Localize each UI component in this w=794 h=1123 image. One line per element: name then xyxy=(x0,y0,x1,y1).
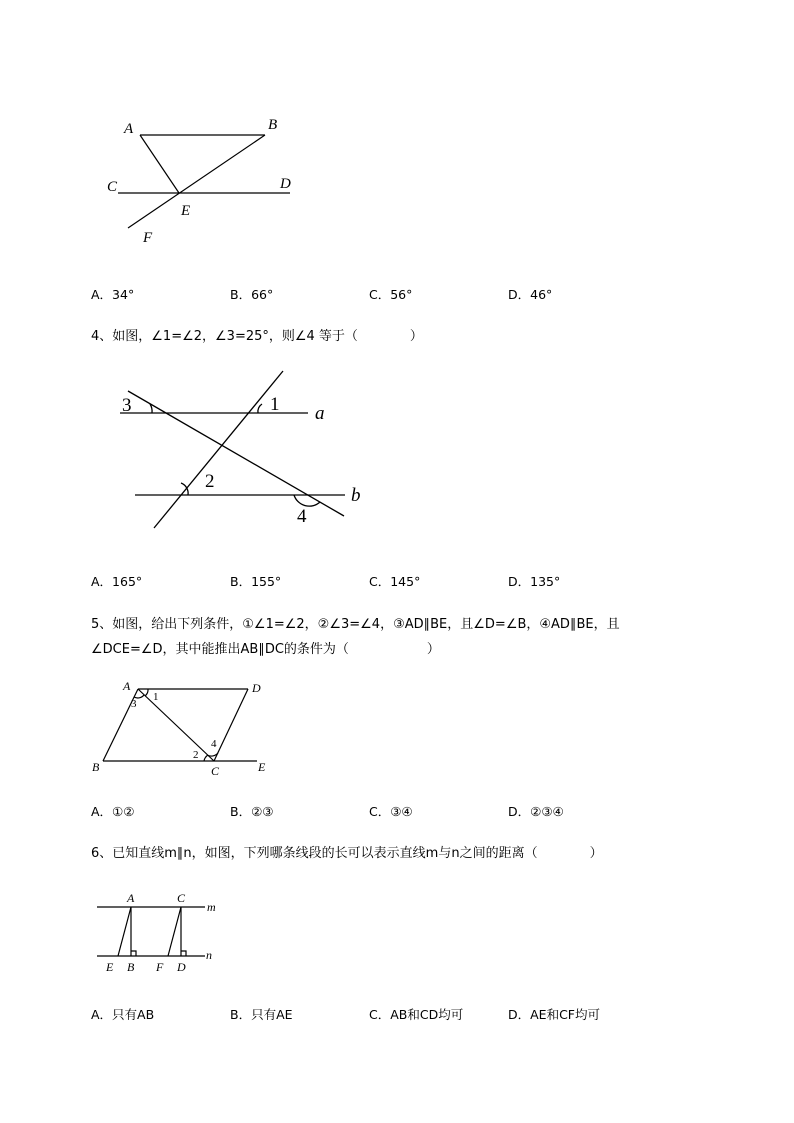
q5-arc-1 xyxy=(145,689,148,696)
q6-right-angle-b xyxy=(131,951,136,956)
q6-option-b[interactable]: B．只有AE xyxy=(230,1007,293,1022)
q5-stem-line1: 5、如图，给出下列条件，①∠1=∠2，②∠3=∠4，③AD∥BE，且∠D=∠B，④AD∥BE，且 xyxy=(91,617,620,632)
q6-figure xyxy=(92,888,232,978)
q5-label-B: B xyxy=(92,760,100,774)
q4-option-d[interactable]: D．135° xyxy=(508,574,561,589)
q6-label-n: n xyxy=(206,948,212,962)
q6-label-B: B xyxy=(127,960,135,974)
q5-label-1: 1 xyxy=(153,691,159,703)
q5-option-a[interactable]: A．①② xyxy=(91,804,135,819)
q5-arc-2 xyxy=(204,755,208,761)
q5-label-A: A xyxy=(123,679,131,693)
q5-label-C: C xyxy=(211,764,220,778)
q3-line-ae xyxy=(140,135,179,193)
q3-label-F: F xyxy=(143,230,153,246)
q6-label-A: A xyxy=(127,891,135,905)
q3-figure xyxy=(100,110,310,250)
q3-option-d[interactable]: D．46° xyxy=(508,287,553,302)
q3-line-bf xyxy=(128,135,265,228)
q6-right-angle-d xyxy=(181,951,186,956)
q5-label-3: 3 xyxy=(131,698,137,710)
q3-label-B: B xyxy=(268,117,278,133)
q6-stem: 6、已知直线m∥n，如图，下列哪条线段的长可以表示直线m与n之间的距离（ ） xyxy=(91,846,603,861)
q4-line-b-label: b xyxy=(351,485,361,506)
q5-stem-line2: ∠DCE=∠D，其中能推出AB∥DC的条件为（ ） xyxy=(91,642,440,657)
q4-label-1: 1 xyxy=(270,394,280,415)
q6-option-a[interactable]: A．只有AB xyxy=(91,1007,155,1022)
q4-option-a[interactable]: A．165° xyxy=(91,574,143,589)
q5-option-b[interactable]: B．②③ xyxy=(230,804,274,819)
q6-label-F: F xyxy=(156,960,164,974)
q6-label-C: C xyxy=(177,891,186,905)
q3-option-b[interactable]: B．66° xyxy=(230,287,274,302)
q6-option-c[interactable]: C．AB和CD均可 xyxy=(369,1007,464,1022)
q4-arc-1 xyxy=(258,404,262,413)
q4-transversal-1 xyxy=(154,371,283,528)
q6-option-d[interactable]: D．AE和CF均可 xyxy=(508,1007,600,1022)
q4-option-b[interactable]: B．155° xyxy=(230,574,282,589)
q5-figure xyxy=(85,676,285,776)
q5-line-ac xyxy=(138,689,214,761)
q4-figure xyxy=(110,365,380,535)
q4-line-a-label: a xyxy=(315,403,325,424)
q5-option-d[interactable]: D．②③④ xyxy=(508,804,564,819)
q4-label-2: 2 xyxy=(205,471,215,492)
q4-label-4: 4 xyxy=(297,506,307,527)
q5-option-c[interactable]: C．③④ xyxy=(369,804,413,819)
q5-label-2: 2 xyxy=(193,749,199,761)
q4-transversal-2 xyxy=(128,391,344,516)
q4-label-3: 3 xyxy=(122,395,132,416)
q5-label-E: E xyxy=(258,760,266,774)
q5-line-dc xyxy=(214,689,248,761)
q3-label-E: E xyxy=(181,203,191,219)
q3-label-C: C xyxy=(107,179,118,195)
q6-label-E: E xyxy=(106,960,114,974)
q3-option-c[interactable]: C．56° xyxy=(369,287,413,302)
q4-stem: 4、如图，∠1=∠2，∠3=25°，则∠4 等于（ ） xyxy=(91,329,423,344)
q3-label-D: D xyxy=(280,176,291,192)
q6-seg-cf xyxy=(168,907,181,956)
q6-label-D: D xyxy=(177,960,186,974)
q5-label-D: D xyxy=(252,681,261,695)
q6-label-m: m xyxy=(207,900,216,914)
q6-seg-ae xyxy=(118,907,131,956)
q3-option-a[interactable]: A．34° xyxy=(91,287,135,302)
q4-option-c[interactable]: C．145° xyxy=(369,574,421,589)
q5-label-4: 4 xyxy=(211,738,217,750)
q3-label-A: A xyxy=(124,121,134,137)
